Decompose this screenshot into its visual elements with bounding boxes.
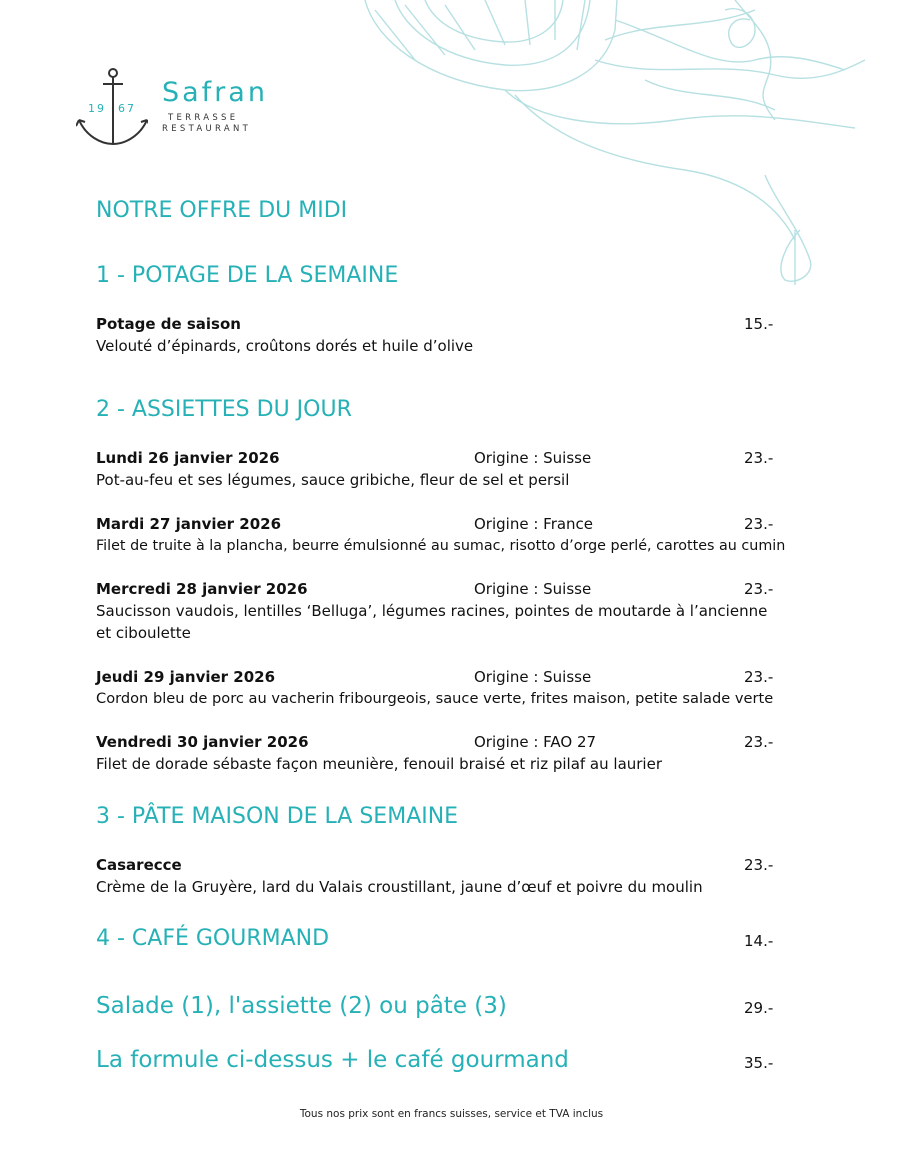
dish-description: Filet de truite à la plancha, beurre émulsionné au sumac, risotto d’orge perlé, carottes au cumin: [96, 538, 786, 554]
dish-price: 23.-: [744, 515, 774, 533]
restaurant-logo: [76, 66, 286, 156]
dish-origin: Origine : FAO 27: [474, 733, 597, 751]
dish-description: Pot-au-feu et ses légumes, sauce gribiche, fleur de sel et persil: [96, 471, 570, 489]
logo-name: Safran: [162, 77, 268, 108]
dish-description: Velouté d’épinards, croûtons dorés et huile d’olive: [96, 337, 474, 355]
dish-origin: Origine : Suisse: [474, 580, 592, 598]
dish-origin: Origine : Suisse: [474, 449, 592, 467]
section-title-assiettes: 2 - ASSIETTES DU JOUR: [96, 397, 352, 422]
cafe-price: 14.-: [744, 932, 774, 950]
dish-name: Jeudi 29 janvier 2026: [96, 668, 276, 686]
dish-price: 23.-: [744, 580, 774, 598]
formula-price: 35.-: [744, 1054, 774, 1072]
formula-label: Salade (1), l'assiette (2) ou pâte (3): [96, 993, 507, 1019]
dish-description: Cordon bleu de porc au vacherin fribourgeois, sauce verte, frites maison, petite salade verte: [96, 690, 774, 707]
dish-price: 23.-: [744, 449, 774, 467]
dish-description: Filet de dorade sébaste façon meunière, fenouil braisé et riz pilaf au laurier: [96, 755, 662, 773]
logo-subtitle-restaurant: RESTAURANT: [162, 124, 252, 134]
dish-price: 15.-: [744, 315, 774, 333]
dish-name: Vendredi 30 janvier 2026: [96, 733, 309, 751]
dish-description: Saucisson vaudois, lentilles ‘Belluga’, légumes racines, pointes de moutarde à l’ancienne et ciboulette: [96, 602, 768, 642]
dish-description: Crème de la Gruyère, lard du Valais croustillant, jaune d’œuf et poivre du moulin: [96, 878, 703, 896]
section-title-pate: 3 - PÂTE MAISON DE LA SEMAINE: [96, 804, 459, 829]
anchor-icon: [76, 66, 148, 150]
logo-year-left: 19: [88, 102, 106, 115]
dish-name: Mercredi 28 janvier 2026: [96, 580, 308, 598]
dish-origin: Origine : France: [474, 515, 594, 533]
dish-price: 23.-: [744, 668, 774, 686]
section-title-potage: 1 - POTAGE DE LA SEMAINE: [96, 263, 399, 288]
dish-origin: Origine : Suisse: [474, 668, 592, 686]
dish-name: Potage de saison: [96, 315, 241, 333]
section-title-cafe: 4 - CAFÉ GOURMAND: [96, 926, 330, 951]
formula-label: La formule ci-dessus + le café gourmand: [96, 1047, 569, 1073]
dish-name: Lundi 26 janvier 2026: [96, 449, 280, 467]
jellyfish-illustration: [355, 0, 875, 290]
dish-price: 23.-: [744, 856, 774, 874]
formula-price: 29.-: [744, 999, 774, 1017]
page-title: NOTRE OFFRE DU MIDI: [96, 198, 348, 223]
dish-name: Casarecce: [96, 856, 182, 874]
logo-subtitle-terrasse: TERRASSE: [168, 113, 239, 123]
dish-name: Mardi 27 janvier 2026: [96, 515, 282, 533]
price-note: Tous nos prix sont en francs suisses, service et TVA inclus: [299, 1108, 604, 1120]
logo-year-right: 67: [118, 102, 136, 115]
dish-price: 23.-: [744, 733, 774, 751]
